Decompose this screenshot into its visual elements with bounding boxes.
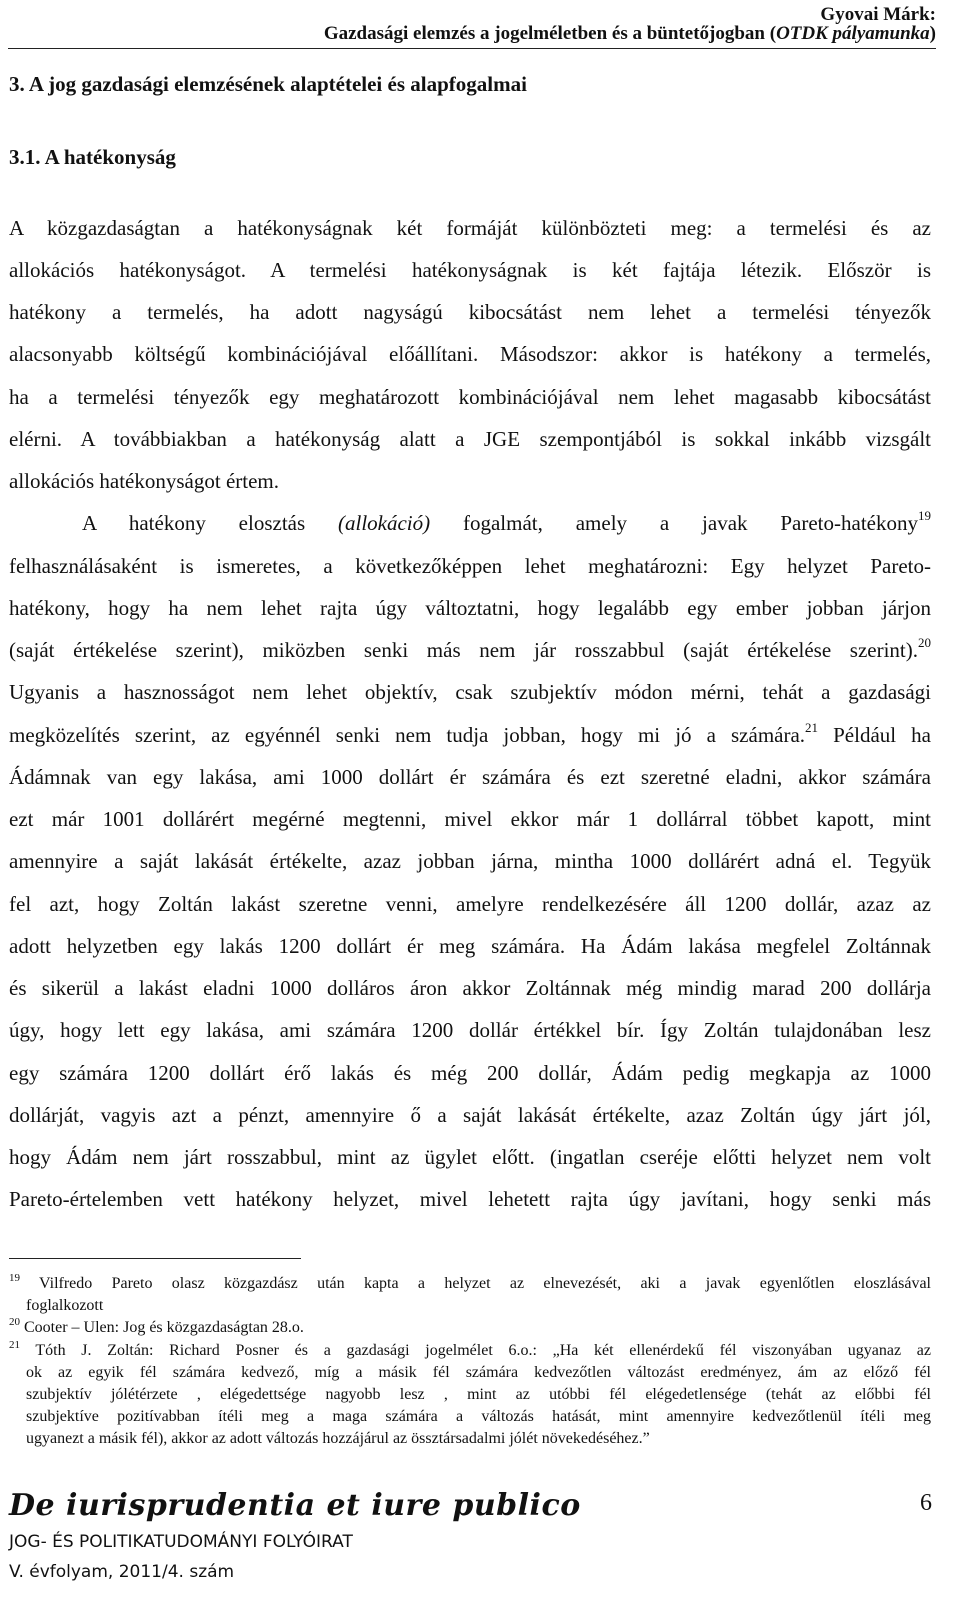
body-line: ha a termelési tényezők egy meghatározott kombinációjával nem lehet magasabb kibocsátást <box>9 385 931 409</box>
journal-brand: De iurisprudentia et iure publico <box>9 1488 581 1523</box>
footnote-ref-19: 19 <box>917 508 931 523</box>
body-text-run: A hatékony elosztás <box>82 511 338 535</box>
body-line: Ádámnak van egy lakása, ami 1000 dollárt ér számára és ezt szeretné eladni, akkor számára <box>9 765 931 789</box>
subsection-heading: 3.1. A hatékonyság <box>9 145 176 169</box>
body-line: elérni. A továbbiakban a hatékonyság alatt a JGE szempontjából is sokkal inkább vizsgált <box>9 427 931 451</box>
header-title-italic: OTDK pályamunka <box>776 23 930 44</box>
footnote-number: 20 <box>9 1316 20 1328</box>
footnote-21-cont: szubjektíve pozitívabban ítéli meg a maga számára a változás hatását, mint amennyire kedvezőtlenül ítéli meg <box>26 1408 931 1425</box>
header-divider <box>8 48 936 49</box>
body-line: egy számára 1200 dollárt érő lakás és még 200 dollár, Ádám pedig megkapja az 1000 <box>9 1061 931 1085</box>
header-title-main: Gazdasági elemzés a jogelméletben és a büntetőjogban ( <box>323 23 777 44</box>
journal-name: JOG- ÉS POLITIKATUDOMÁNYI FOLYÓIRAT <box>9 1532 353 1552</box>
footnote-text: Tóth J. Zoltán: Richard Posner és a gazdasági jogelmélet 6.o.: „Ha két ellenérdekű fél viszonyában ugyanaz az <box>20 1342 931 1359</box>
footnote-21-cont: ugyanezt a másik fél), akkor az adott változás hozzájárul az össztársadalmi jólét növekedéséhez.” <box>26 1430 650 1447</box>
body-line: és sikerül a lakást eladni 1000 dolláros áron akkor Zoltánnak még mindig marad 200 dollárja <box>9 976 931 1000</box>
header-author: Gyovai Márk: <box>820 4 936 25</box>
footnote-text: Vilfredo Pareto olasz közgazdász után kapta a helyzet az elnevezését, aki a javak egyenlőtlen eloszlásával <box>20 1275 931 1292</box>
page-number: 6 <box>920 1490 932 1516</box>
footnote-ref-20: 20 <box>918 635 931 650</box>
footnote-number: 19 <box>9 1272 20 1284</box>
footnote-21-cont: ok az egyik fél számára kedvező, míg a másik fél számára kedvezőtlen változást eredményez, ám az előző fél <box>26 1364 931 1381</box>
footnote-text: Cooter – Ulen: Jog és közgazdaságtan 28.o. <box>20 1319 304 1336</box>
header-title-end: ) <box>929 23 936 44</box>
body-line: A közgazdaságtan a hatékonyságnak két formáját különbözteti meg: a termelési és az <box>9 216 931 240</box>
body-line <box>9 722 931 748</box>
body-text-run: Például ha <box>818 723 931 747</box>
body-line: hatékony, hogy ha nem lehet rajta úgy változtatni, hogy legalább egy ember jobban járjon <box>9 596 931 620</box>
journal-issue: V. évfolyam, 2011/4. szám <box>9 1562 235 1582</box>
footnote-ref-21: 21 <box>805 720 819 735</box>
body-text-italic: (allokáció) <box>338 511 431 535</box>
body-text-run: (saját értékelése szerint), miközben senki más nem jár rosszabbul (saját értékelése szerint). <box>9 638 918 662</box>
body-line: ezt már 1001 dollárért megérné megtenni, mivel ekkor már 1 dollárral többet kapott, mint <box>9 807 931 831</box>
body-line: dollárját, vagyis azt a pénzt, amennyire ő a saját lakását értékelte, azaz Zoltán úgy járt jól, <box>9 1103 931 1127</box>
section-heading: 3. A jog gazdasági elemzésének alaptételei és alapfogalmai <box>9 72 527 96</box>
body-text-run: megközelítés szerint, az egyénnél senki nem tudja jobban, hogy mi jó a számára. <box>9 723 806 747</box>
header-title <box>324 23 936 45</box>
body-line: Pareto-értelemben vett hatékony helyzet, mivel lehetett rajta úgy javítani, hogy senki más <box>9 1187 931 1211</box>
body-line: alacsonyabb költségű kombinációjával előállítani. Másodszor: akkor is hatékony a termelés, <box>9 342 931 366</box>
body-line: felhasználásaként is ismeretes, a következőképpen lehet meghatározni: Egy helyzet Pareto- <box>9 554 931 578</box>
body-line: hatékony a termelés, ha adott nagyságú kibocsátást nem lehet a termelési tényezők <box>9 300 931 324</box>
body-line: Ugyanis a hasznosságot nem lehet objektív, csak szubjektív módon mérni, tehát a gazdasági <box>9 680 931 704</box>
body-line: allokációs hatékonyságot értem. <box>9 469 279 493</box>
body-line <box>9 637 931 663</box>
footnote-19 <box>9 1274 931 1294</box>
body-line: allokációs hatékonyságot. A termelési hatékonyságnak is két fajtája létezik. Először is <box>9 258 931 282</box>
footnote-divider <box>9 1258 301 1259</box>
footnote-19-cont: foglalkozott <box>26 1297 104 1314</box>
body-line: adott helyzetben egy lakás 1200 dollárt ér meg számára. Ha Ádám lakása megfelel Zoltánnak <box>9 934 931 958</box>
body-text-run: fogalmát, amely a javak Pareto-hatékony <box>430 511 918 535</box>
footnote-21 <box>9 1341 931 1361</box>
body-line: fel azt, hogy Zoltán lakást szeretne venni, amelyre rendelkezésére áll 1200 dollár, azaz az <box>9 892 931 916</box>
body-line: úgy, hogy lett egy lakása, ami számára 1200 dollár értékkel bír. Így Zoltán tulajdonában lesz <box>9 1018 931 1042</box>
footnote-number: 21 <box>9 1339 20 1351</box>
body-line: amennyire a saját lakását értékelte, azaz jobban járna, mintha 1000 dollárért adná el. Tegyük <box>9 849 931 873</box>
body-line <box>82 510 931 536</box>
footnote-20 <box>9 1318 931 1338</box>
footnote-21-cont: szubjektív jólétérzete , elégedettsége nagyobb lesz , mint az utóbbi fél elégedetlensége (tehát az előbbi fél <box>26 1386 931 1403</box>
body-line: hogy Ádám nem járt rosszabbul, mint az ügylet előtt. (ingatlan cseréje előtti helyzet nem volt <box>9 1145 931 1169</box>
